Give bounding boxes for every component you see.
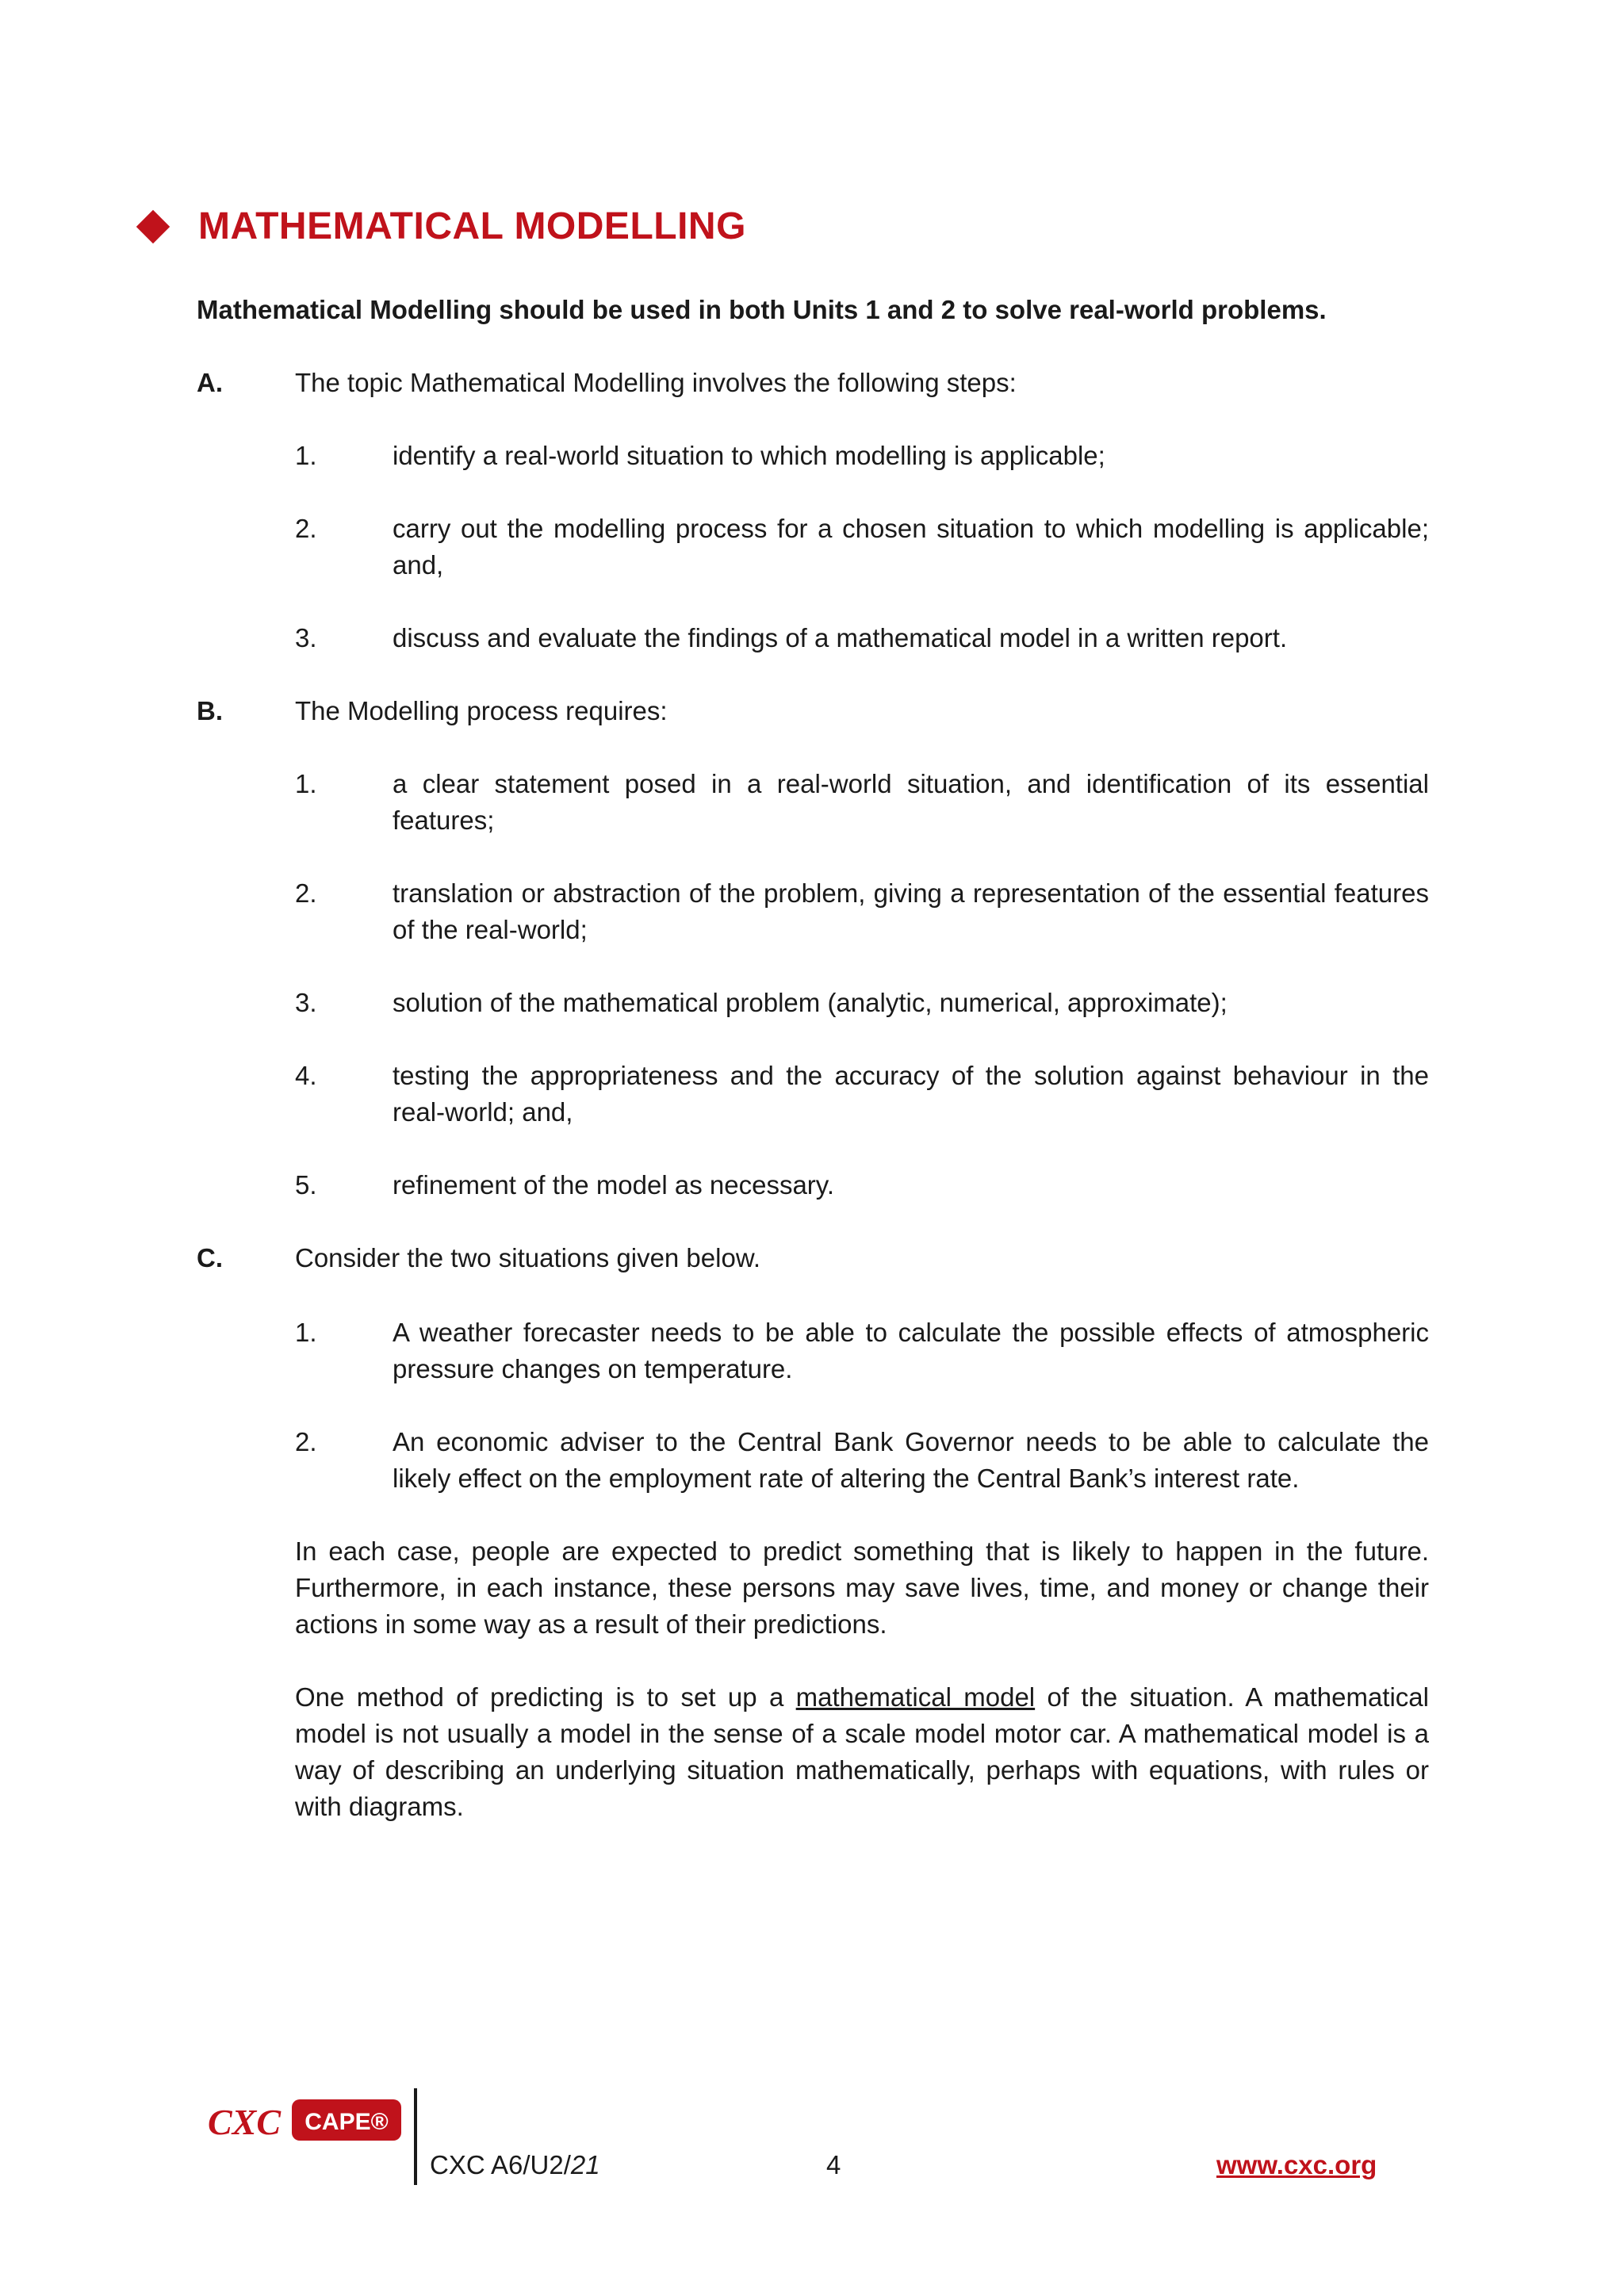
list-item-number: 1. bbox=[295, 1318, 317, 1347]
page-number: 4 bbox=[826, 2150, 841, 2179]
list-item-text: A weather forecaster needs to be able to calculate the possible effects of atmospheric pressure changes on temperature. bbox=[393, 1318, 1429, 1383]
list-item-text: An economic adviser to the Central Bank Governor needs to be able to calculate the likely effect on the employment rate of altering the Central Bank’s interest rate. bbox=[393, 1427, 1429, 1493]
list-item-text: solution of the mathematical problem (analytic, numerical, approximate); bbox=[393, 988, 1228, 1017]
cape-badge-text: CAPE® bbox=[304, 2109, 389, 2135]
section-heading bbox=[141, 205, 746, 248]
section-b-text: The Modelling process requires: bbox=[295, 696, 668, 725]
list-item-text: a clear statement posed in a real-world situation, and identification of its essential features; bbox=[393, 769, 1429, 835]
list-item-number: 2. bbox=[295, 878, 317, 908]
list-item-number: 1. bbox=[295, 441, 317, 470]
list-item-text: discuss and evaluate the findings of a mathematical model in a written report. bbox=[393, 623, 1288, 652]
section-letter-b: B. bbox=[197, 696, 223, 725]
footer-code-text: CXC A6/U2/ bbox=[430, 2150, 571, 2179]
list-item-number: 5. bbox=[295, 1170, 317, 1200]
list-item-text: refinement of the model as necessary. bbox=[393, 1170, 835, 1200]
footer-code-year: 21 bbox=[570, 2150, 600, 2179]
footer-divider bbox=[414, 2088, 417, 2185]
list-item-text: testing the appropriateness and the accuracy of the solution against behaviour in the real-world; and, bbox=[393, 1061, 1429, 1127]
paragraph-text-start: One method of predicting is to set up a bbox=[295, 1682, 796, 1712]
intro-statement: Mathematical Modelling should be used in both Units 1 and 2 to solve real-world problems. bbox=[197, 295, 1327, 324]
list-item-number: 1. bbox=[295, 769, 317, 798]
list-item-number: 4. bbox=[295, 1061, 317, 1090]
heading-title: MATHEMATICAL MODELLING bbox=[198, 205, 746, 247]
section-a-text: The topic Mathematical Modelling involves the following steps: bbox=[295, 368, 1017, 397]
footer-website-link[interactable]: www.cxc.org bbox=[1216, 2150, 1377, 2179]
underlined-term: mathematical model bbox=[795, 1682, 1036, 1712]
list-item-text: translation or abstraction of the problem, giving a representation of the essential features of the real-world; bbox=[393, 878, 1429, 944]
list-item-text: carry out the modelling process for a chosen situation to which modelling is applicable; and, bbox=[393, 514, 1429, 580]
section-letter-a: A. bbox=[197, 368, 223, 397]
list-item-number: 3. bbox=[295, 988, 317, 1017]
footer-document-code bbox=[430, 2147, 600, 2183]
section-letter-c: C. bbox=[197, 1243, 223, 1272]
list-item-text: identify a real-world situation to which modelling is applicable; bbox=[393, 441, 1105, 470]
paragraph-predictions: In each case, people are expected to predict something that is likely to happen in the future. Furthermore, in each instance, these persons may save lives, time, and money or change their actions in some way as a result of their predictions. bbox=[295, 1536, 1429, 1639]
list-item-number: 2. bbox=[295, 514, 317, 543]
diamond-bullet-icon bbox=[136, 209, 170, 243]
section-c-text: Consider the two situations given below. bbox=[295, 1243, 761, 1272]
list-item-number: 2. bbox=[295, 1427, 317, 1456]
paragraph-text-end: of the situation. A mathematical model is not usually a model in the sense of a scale model motor car. A mathematical model is a way of describing an underlying situation mathematically, perhaps with equations, with rules or with diagrams. bbox=[295, 1682, 1429, 1821]
list-item-number: 3. bbox=[295, 623, 317, 652]
paragraph-mathematical-model bbox=[295, 1679, 1429, 1825]
cxc-cape-logo bbox=[205, 2093, 404, 2166]
cxc-logo-text: CXC bbox=[208, 2102, 282, 2142]
